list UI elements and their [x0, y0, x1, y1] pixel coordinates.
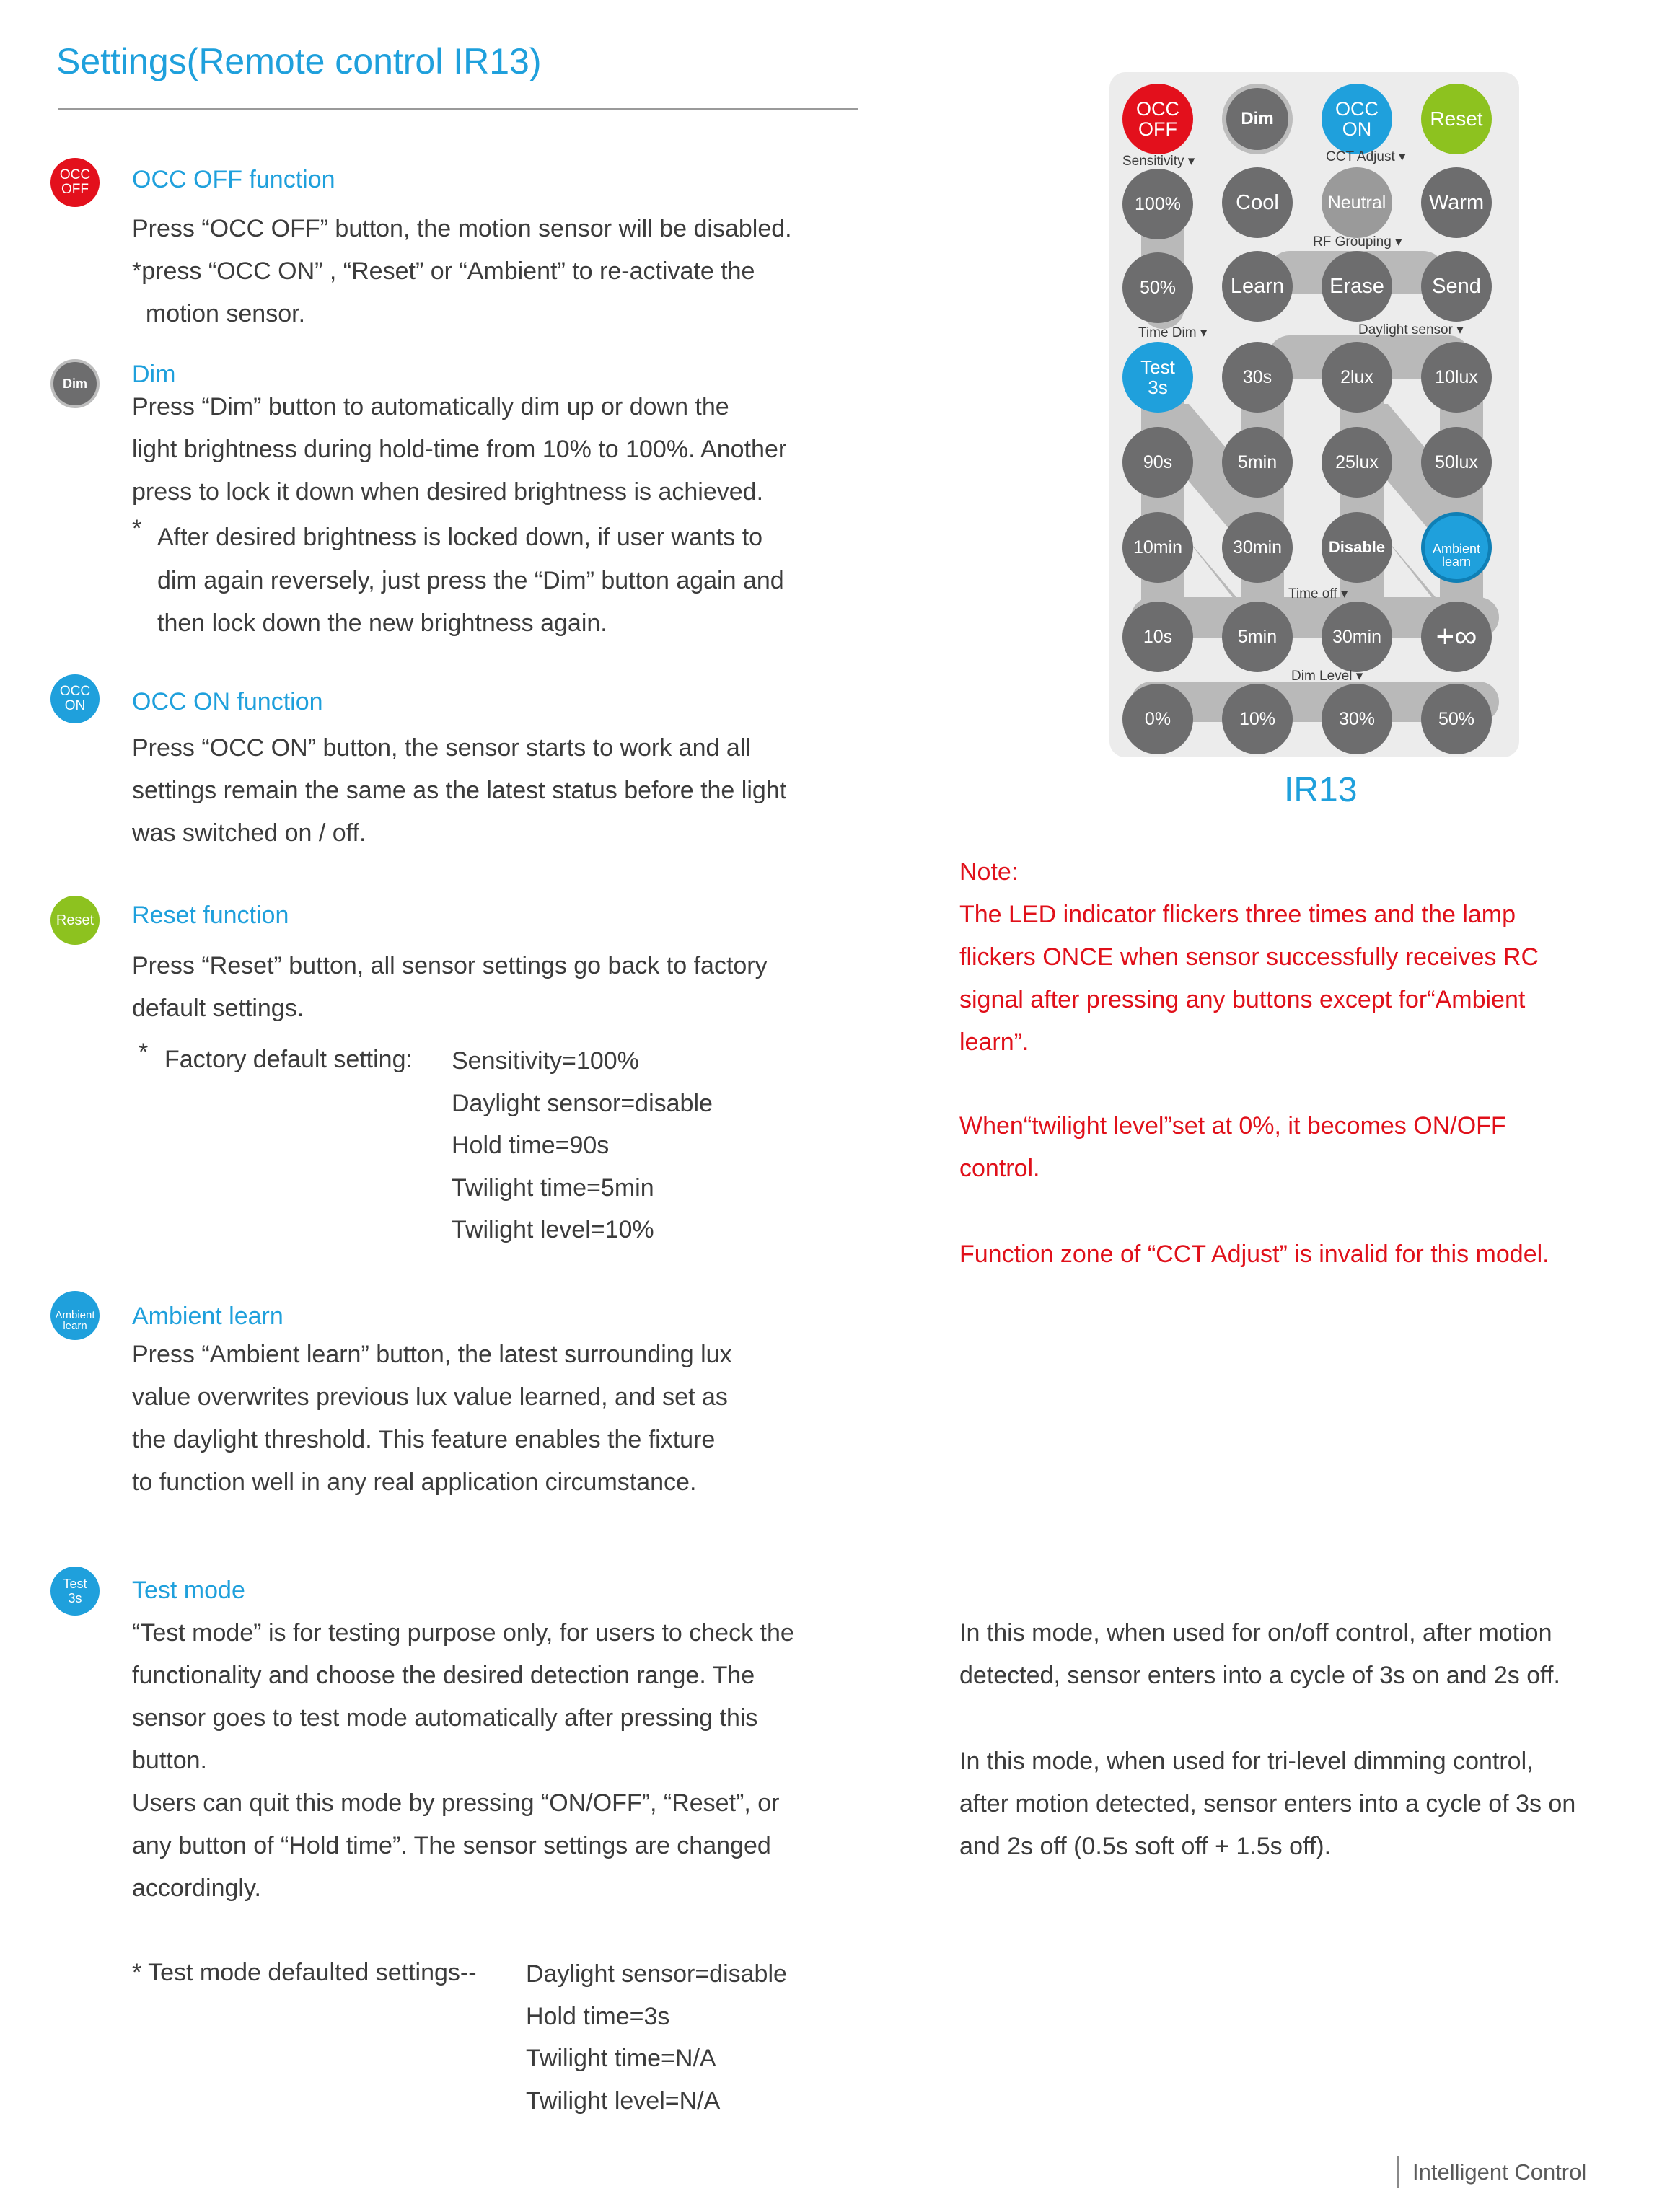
text-line: Twilight level=10%: [452, 1216, 654, 1243]
text-line: detected, sensor enters into a cycle of 3s on and 2s off.: [959, 1662, 1560, 1689]
dim-level-10-button[interactable]: 10%: [1222, 684, 1293, 754]
note-line: learn”.: [959, 1028, 1029, 1056]
title-divider: [58, 108, 858, 110]
reset-text: [132, 945, 768, 1030]
daylight-disable-button[interactable]: Disable: [1322, 512, 1392, 583]
reset-button[interactable]: Reset: [1421, 84, 1492, 154]
test-heading: Test mode: [132, 1577, 245, 1604]
text-line: after motion detected, sensor enters into a cycle of 3s on: [959, 1790, 1576, 1817]
text-line: sensor goes to test mode automatically after pressing this: [132, 1704, 758, 1732]
note-block-2: [959, 1105, 1506, 1190]
warm-button[interactable]: Warm: [1421, 167, 1492, 238]
test-right-p2: [959, 1740, 1575, 1868]
sensitivity-label: Sensitivity ▾: [1122, 154, 1195, 169]
text-line: Sensitivity=100%: [452, 1047, 639, 1075]
time-dim-5min-button[interactable]: 5min: [1222, 427, 1293, 498]
remote-model-caption: IR13: [1284, 771, 1358, 809]
ambient-text: [132, 1334, 732, 1504]
text-line: Press “OCC OFF” button, the motion sensor will be disabled.: [132, 215, 792, 242]
text-line: to function well in any real application circumstance.: [132, 1468, 697, 1496]
time-off-30min-button[interactable]: 30min: [1322, 602, 1392, 672]
text-line: default settings.: [132, 995, 304, 1022]
note-line: control.: [959, 1155, 1040, 1182]
test-text: [132, 1612, 794, 1910]
dim-level-label: Dim Level ▾: [1291, 669, 1363, 684]
text-line: “Test mode” is for testing purpose only, for users to check the: [132, 1619, 794, 1647]
note-block-3: [959, 1233, 1549, 1276]
text-line: press to lock it down when desired brightness is achieved.: [132, 478, 764, 506]
occ-on-heading: OCC ON function: [132, 688, 323, 715]
time-dim-30s-button[interactable]: 30s: [1222, 342, 1293, 413]
text-line: light brightness during hold-time from 10% to 100%. Another: [132, 436, 787, 463]
text-line: button.: [132, 1747, 207, 1774]
daylight-10lux-button[interactable]: 10lux: [1421, 342, 1492, 413]
note-line: When“twilight level”set at 0%, it becomes ON/OFF: [959, 1112, 1506, 1140]
sensitivity-50-button[interactable]: 50%: [1122, 252, 1193, 323]
daylight-50lux-button[interactable]: 50lux: [1421, 427, 1492, 498]
test-right-p1: [959, 1612, 1560, 1697]
note-line: Function zone of “CCT Adjust” is invalid for this model.: [959, 1241, 1549, 1268]
dim-note: [157, 516, 784, 645]
send-button[interactable]: Send: [1421, 251, 1492, 322]
text-line: and 2s off (0.5s soft off + 1.5s off).: [959, 1833, 1332, 1860]
text-line: dim again reversely, just press the “Dim” button again and: [157, 566, 784, 594]
note-heading: Note:: [959, 858, 1019, 886]
cct-adjust-label: CCT Adjust ▾: [1326, 149, 1406, 164]
test-3s-button[interactable]: Test 3s: [1122, 342, 1193, 413]
ambient-heading: Ambient learn: [132, 1303, 283, 1330]
dim-level-0-button[interactable]: 0%: [1122, 684, 1193, 754]
note-block: [959, 851, 1539, 1064]
text-line: Twilight level=N/A: [526, 2087, 721, 2115]
text-line: motion sensor.: [132, 300, 306, 327]
text-line: Press “Ambient learn” button, the latest surrounding lux: [132, 1341, 732, 1368]
daylight-sensor-label: Daylight sensor ▾: [1358, 322, 1464, 338]
cool-button[interactable]: Cool: [1222, 167, 1293, 238]
text-line: After desired brightness is locked down, if user wants to: [157, 524, 763, 551]
learn-button[interactable]: Learn: [1222, 251, 1293, 322]
text-line: Daylight sensor=disable: [452, 1089, 713, 1117]
time-dim-30min-button[interactable]: 30min: [1222, 512, 1293, 583]
factory-values: [452, 1040, 713, 1251]
time-off-5min-button[interactable]: 5min: [1222, 602, 1293, 672]
neutral-button[interactable]: Neutral: [1322, 167, 1392, 238]
footer-divider: [1397, 2156, 1399, 2188]
occ-off-heading: OCC OFF function: [132, 166, 335, 193]
text-line: Hold time=90s: [452, 1132, 610, 1159]
ambient-learn-button[interactable]: Ambient learn: [1421, 512, 1492, 583]
factory-label: Factory default setting:: [164, 1046, 413, 1073]
dim-button[interactable]: Dim: [1222, 84, 1293, 154]
factory-star: *: [139, 1039, 149, 1066]
note-line: The LED indicator flickers three times and the lamp: [959, 901, 1516, 928]
text-line: In this mode, when used for tri-level dimming control,: [959, 1748, 1534, 1775]
text-line: accordingly.: [132, 1874, 261, 1902]
dim-icon: Dim: [50, 359, 100, 408]
dim-text: [132, 386, 786, 514]
text-line: In this mode, when used for on/off control, after motion: [959, 1619, 1552, 1647]
daylight-25lux-button[interactable]: 25lux: [1322, 427, 1392, 498]
test-defaults-label: * Test mode defaulted settings--: [132, 1959, 477, 1986]
text-line: value overwrites previous lux value learned, and set as: [132, 1383, 728, 1411]
occ-off-text: [132, 208, 792, 335]
time-off-label: Time off ▾: [1288, 586, 1348, 602]
note-line: signal after pressing any buttons except for“Ambient: [959, 986, 1526, 1013]
dim-level-50-button[interactable]: 50%: [1421, 684, 1492, 754]
time-dim-label: Time Dim ▾: [1138, 325, 1208, 340]
footer-text: Intelligent Control: [1412, 2159, 1587, 2185]
text-line: Twilight time=5min: [452, 1173, 654, 1202]
text-line: Press “OCC ON” button, the sensor starts to work and all: [132, 734, 751, 762]
text-line: functionality and choose the desired detection range. The: [132, 1662, 755, 1689]
text-line: Press “Reset” button, all sensor settings go back to factory: [132, 952, 768, 979]
text-line: Users can quit this mode by pressing “ON/OFF”, “Reset”, or: [132, 1789, 780, 1817]
text-line: any button of “Hold time”. The sensor settings are changed: [132, 1832, 771, 1859]
time-off-infinite-button[interactable]: +∞: [1421, 602, 1492, 672]
sensitivity-100-button[interactable]: 100%: [1122, 169, 1193, 239]
dim-note-star: *: [132, 515, 142, 542]
rf-grouping-label: RF Grouping ▾: [1313, 234, 1402, 250]
remote-control: [1109, 72, 1519, 757]
text-line: was switched on / off.: [132, 819, 366, 847]
time-off-10s-button[interactable]: 10s: [1122, 602, 1193, 672]
text-line: *press “OCC ON” , “Reset” or “Ambient” to re-activate the: [132, 257, 755, 285]
occ-on-icon: OCC ON: [50, 674, 100, 723]
occ-on-button[interactable]: OCC ON: [1322, 84, 1392, 154]
page-title: Settings(Remote control IR13): [56, 41, 542, 81]
text-line: Press “Dim” button to automatically dim up or down the: [132, 393, 729, 420]
text-line: the daylight threshold. This feature enables the fixture: [132, 1426, 716, 1453]
reset-icon: Reset: [50, 896, 100, 945]
text-line: settings remain the same as the latest status before the light: [132, 777, 787, 804]
note-line: flickers ONCE when sensor successfully receives RC: [959, 943, 1539, 971]
occ-off-button[interactable]: OCC OFF: [1122, 84, 1193, 154]
time-dim-10min-button[interactable]: 10min: [1122, 512, 1193, 583]
text-line: Daylight sensor=disable: [526, 1960, 787, 1988]
erase-button[interactable]: Erase: [1322, 251, 1392, 322]
occ-off-icon: OCC OFF: [50, 158, 100, 207]
time-dim-90s-button[interactable]: 90s: [1122, 427, 1193, 498]
text-line: Hold time=3s: [526, 2002, 670, 2030]
ambient-learn-icon: Ambient learn: [50, 1291, 100, 1340]
test-defaults-values: [526, 1953, 787, 2122]
occ-on-text: [132, 727, 786, 855]
test-icon: Test 3s: [50, 1567, 100, 1616]
dim-heading: Dim: [132, 361, 176, 388]
text-line: then lock down the new brightness again.: [157, 609, 607, 637]
reset-heading: Reset function: [132, 902, 289, 929]
text-line: Twilight time=N/A: [526, 2045, 716, 2072]
dim-level-30-button[interactable]: 30%: [1322, 684, 1392, 754]
daylight-2lux-button[interactable]: 2lux: [1322, 342, 1392, 413]
